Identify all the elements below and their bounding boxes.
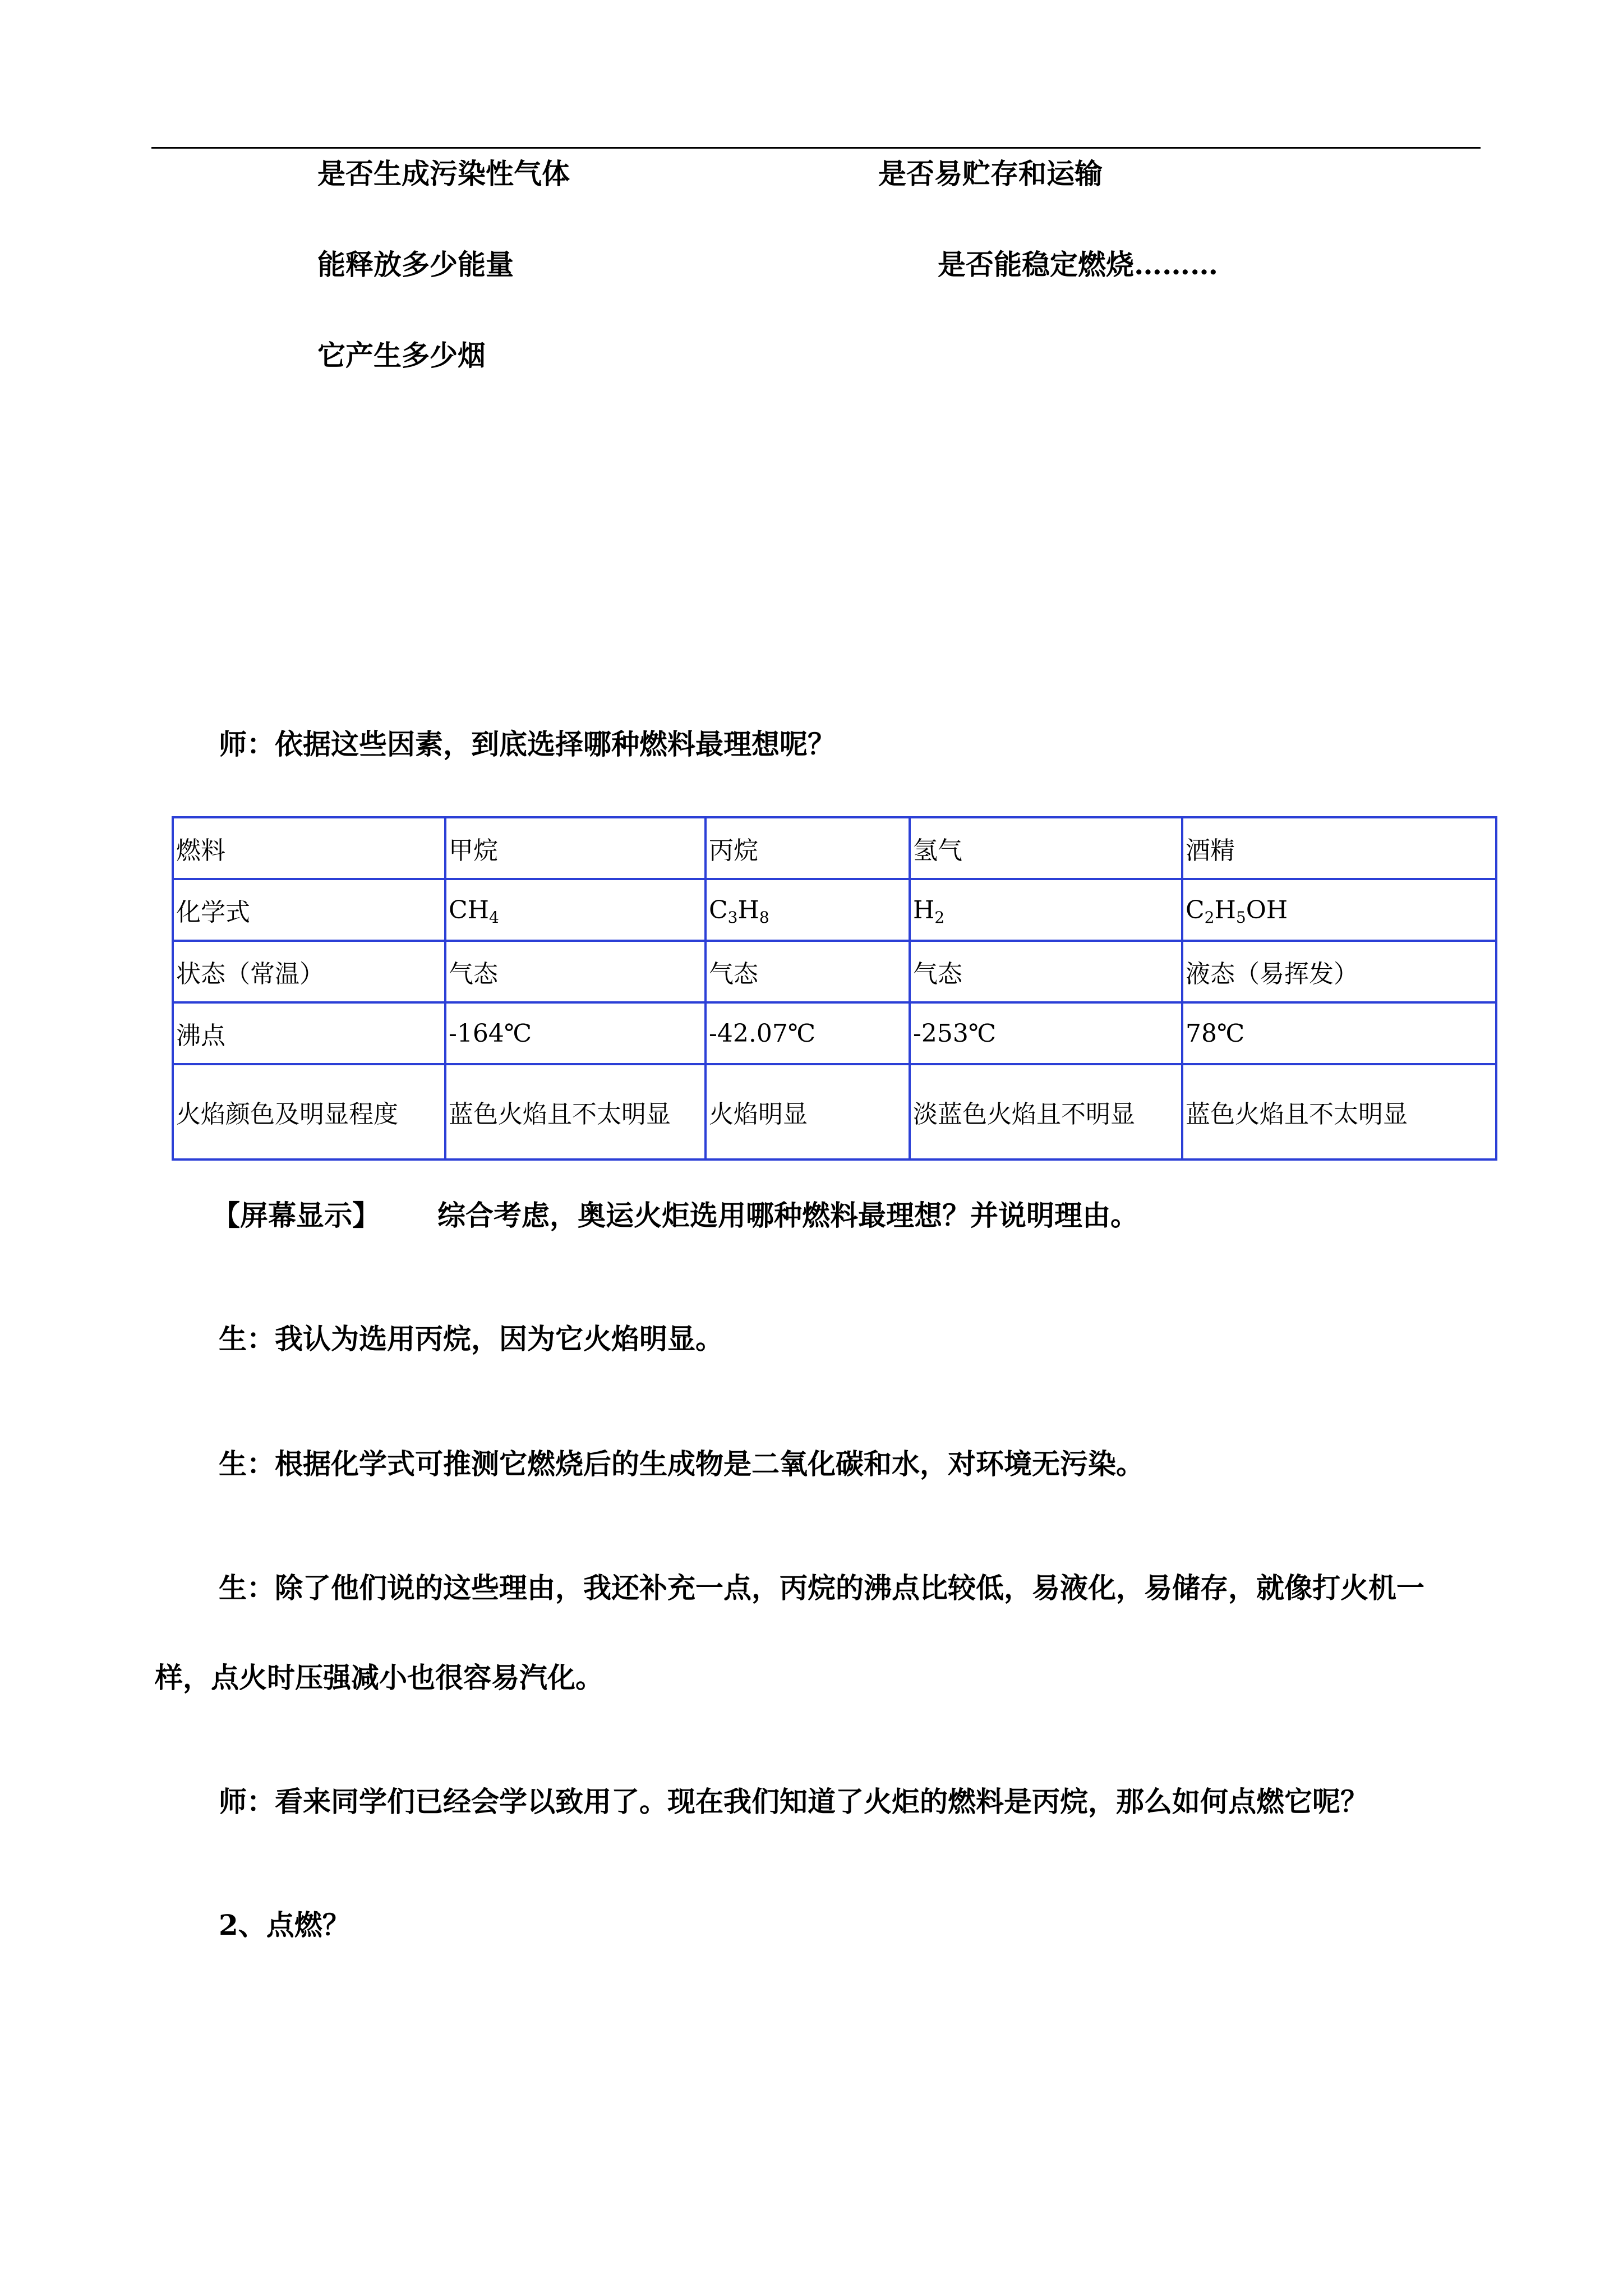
fuel-table bbox=[172, 816, 1497, 1161]
teacher-question-1: 师：依据这些因素，到底选择哪种燃料最理想呢？ bbox=[219, 728, 836, 761]
table-cell: -253℃ bbox=[910, 1002, 1182, 1064]
formula-h2: $H_2$ bbox=[910, 879, 1182, 941]
table-cell: 丙烷 bbox=[706, 817, 910, 879]
table-cell: 蓝色火焰且不太明显 bbox=[1182, 1064, 1496, 1159]
table-cell: 酒精 bbox=[1182, 817, 1496, 879]
formula-c2h5oh: $C_2H_5OH$ bbox=[1182, 879, 1496, 941]
table-cell: 78℃ bbox=[1182, 1002, 1496, 1064]
table-row bbox=[173, 1064, 1496, 1159]
table-cell: 蓝色火焰且不太明显 bbox=[445, 1064, 706, 1159]
table-row bbox=[173, 879, 1496, 941]
student-answer-3-line2: 样，点火时压强减小也很容易汽化。 bbox=[155, 1661, 603, 1694]
table-cell: 液态（易挥发） bbox=[1182, 941, 1496, 1002]
factor-storage: 是否易贮存和运输 bbox=[878, 157, 1103, 190]
table-cell: 气态 bbox=[910, 941, 1182, 1002]
student-answer-2: 生：根据化学式可推测它燃烧后的生成物是二氧化碳和水，对环境无污染。 bbox=[219, 1447, 1144, 1480]
factor-energy: 能释放多少能量 bbox=[317, 248, 514, 281]
factor-smoke: 它产生多少烟 bbox=[317, 339, 486, 372]
table-row bbox=[173, 941, 1496, 1002]
header-rule bbox=[151, 147, 1481, 149]
student-answer-1: 生：我认为选用丙烷，因为它火焰明显。 bbox=[219, 1322, 723, 1355]
factor-stable: 是否能稳定燃烧……… bbox=[938, 248, 1218, 281]
formula-c3h8: $C_3H_8$ bbox=[706, 879, 910, 941]
table-cell: 沸点 bbox=[173, 1002, 445, 1064]
table-cell: 燃料 bbox=[173, 817, 445, 879]
table-cell: 氢气 bbox=[910, 817, 1182, 879]
table-row bbox=[173, 817, 1496, 879]
screen-question: 综合考虑，奥运火炬选用哪种燃料最理想？并说明理由。 bbox=[437, 1199, 1138, 1232]
table-cell: -42.07℃ bbox=[706, 1002, 910, 1064]
table-cell: 气态 bbox=[706, 941, 910, 1002]
table-cell: 淡蓝色火焰且不明显 bbox=[910, 1064, 1182, 1159]
table-cell: -164℃ bbox=[445, 1002, 706, 1064]
screen-label: 【屏幕显示】 bbox=[212, 1199, 380, 1232]
formula-ch4: $CH_4$ bbox=[445, 879, 706, 941]
factor-pollution: 是否生成污染性气体 bbox=[317, 157, 570, 190]
section-heading: 2、点燃？ bbox=[219, 1908, 351, 1941]
teacher-question-2: 师：看来同学们已经会学以致用了。现在我们知道了火炬的燃料是丙烷，那么如何点燃它呢？ bbox=[219, 1785, 1368, 1818]
table-row bbox=[173, 1002, 1496, 1064]
table-cell: 火焰颜色及明显程度 bbox=[173, 1064, 445, 1159]
table-cell: 状态（常温） bbox=[173, 941, 445, 1002]
table-cell: 甲烷 bbox=[445, 817, 706, 879]
student-answer-3-line1: 生：除了他们说的这些理由，我还补充一点，丙烷的沸点比较低，易液化，易储存，就像打火机一 bbox=[219, 1571, 1424, 1604]
table-cell: 气态 bbox=[445, 941, 706, 1002]
table-cell: 化学式 bbox=[173, 879, 445, 941]
table-cell: 火焰明显 bbox=[706, 1064, 910, 1159]
